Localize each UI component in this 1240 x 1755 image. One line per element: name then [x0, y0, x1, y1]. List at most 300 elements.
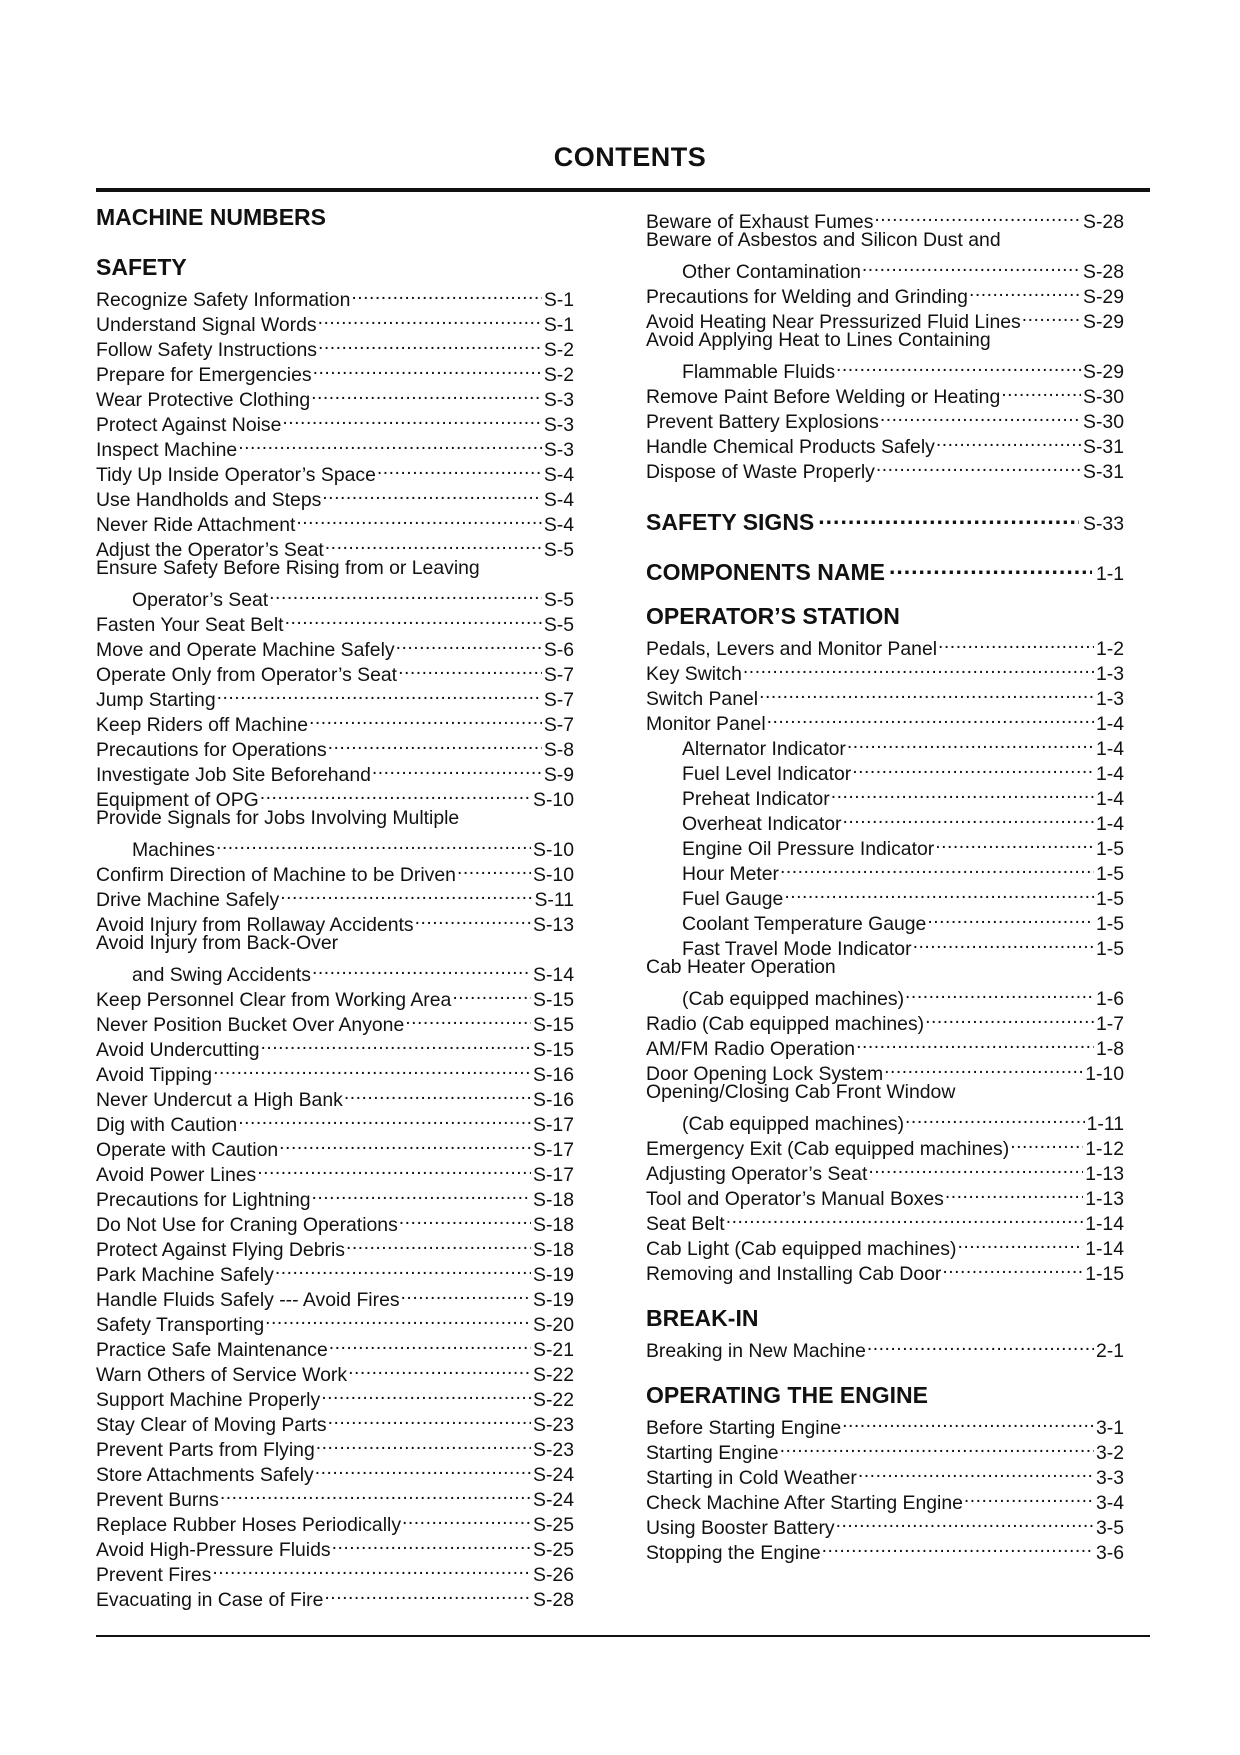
toc-entry-page: S-8 [543, 739, 574, 761]
dot-leader [925, 1005, 1094, 1030]
toc-entry[interactable] [646, 1332, 1124, 1362]
toc-entry-page: 1-7 [1095, 1013, 1124, 1035]
dot-leader [822, 1534, 1094, 1559]
dot-leader [945, 1180, 1083, 1205]
dot-leader [316, 1431, 531, 1456]
toc-entry-page: S-3 [543, 439, 574, 461]
toc-entry-page: 1-13 [1085, 1163, 1124, 1185]
toc-entry-title: Using Booster Battery [646, 1517, 835, 1539]
toc-entry-title: Removing and Installing Cab Door [646, 1263, 942, 1285]
toc-entry-title: Beware of Exhaust Fumes [646, 211, 874, 233]
toc-entry-title: Fasten Your Seat Belt [96, 614, 284, 636]
dot-leader [842, 1409, 1094, 1434]
toc-entry-title: Breaking in New Machine [646, 1340, 866, 1362]
toc-entry-title-line[interactable]: Ensure Safety Before Rising from or Leaving [96, 557, 480, 579]
toc-entry-title: Starting Engine [646, 1442, 779, 1464]
dot-leader [743, 655, 1094, 680]
toc-entry-title: Warn Others of Service Work [96, 1364, 348, 1386]
toc-entry-page: S-10 [533, 839, 574, 861]
heading-operating-the-engine: OPERATING THE ENGINE [646, 1382, 928, 1408]
dot-leader [346, 1231, 531, 1256]
toc-entry-page: S-11 [534, 889, 574, 911]
heading-operators-station: OPERATOR’S STATION [646, 603, 900, 629]
toc-entry-page: 1-15 [1085, 1263, 1124, 1285]
dot-leader [296, 506, 541, 531]
dot-leader [318, 331, 542, 356]
toc-entry-page: S-25 [533, 1539, 574, 1561]
dot-leader [867, 1332, 1094, 1357]
dot-leader [280, 881, 532, 906]
toc-entry-page: 1-4 [1095, 788, 1124, 810]
toc-entry-page: 2-1 [1095, 1340, 1124, 1362]
toc-entry-page: 1-5 [1095, 938, 1124, 960]
toc-entry-page: S-5 [543, 539, 574, 561]
dot-leader [318, 306, 542, 331]
dot-leader [780, 1434, 1094, 1459]
toc-entry[interactable] [96, 581, 574, 611]
toc-entry-page: 3-4 [1095, 1492, 1124, 1514]
toc-entry-title: Switch Panel [646, 688, 759, 710]
toc-entry-page: S-6 [543, 639, 574, 661]
toc-entry-title: Inspect Machine [96, 439, 238, 461]
toc-entry-title: Cab Light (Cab equipped machines) [646, 1238, 957, 1260]
toc-entry-page: 1-5 [1095, 863, 1124, 885]
dot-leader [847, 730, 1094, 755]
dot-leader [942, 1255, 1083, 1280]
toc-entry-page: S-10 [533, 864, 574, 886]
toc-entry-page: 1-4 [1095, 713, 1124, 735]
dot-leader [402, 1506, 531, 1531]
dot-leader [265, 1306, 531, 1331]
toc-entry-title-line[interactable]: Avoid Applying Heat to Lines Containing [646, 329, 991, 351]
dot-leader [935, 830, 1094, 855]
toc-entry-title: Confirm Direction of Machine to be Driven [96, 864, 456, 886]
dot-leader [257, 1156, 531, 1181]
toc-entry-page: 1-4 [1095, 813, 1124, 835]
dot-leader [396, 631, 542, 656]
dot-leader [1010, 1130, 1083, 1155]
toc-entry-page: 1-10 [1085, 1063, 1124, 1085]
toc-entry-page: S-15 [533, 1039, 574, 1061]
toc-entry-page: 3-3 [1095, 1467, 1124, 1489]
toc-entry-title: Dig with Caution [96, 1114, 238, 1136]
toc-entry-page: S-18 [533, 1214, 574, 1236]
toc-entry-page: S-31 [1083, 461, 1124, 483]
toc-entry-page: S-24 [533, 1489, 574, 1511]
toc-entry-title: Operate Only from Operator’s Seat [96, 664, 398, 686]
toc-entry-page: S-30 [1083, 411, 1124, 433]
toc-entry-page: S-5 [543, 589, 574, 611]
dot-leader [269, 581, 542, 606]
toc-entry-title: Drive Machine Safely [96, 889, 280, 911]
toc-entry-title: Support Machine Properly [96, 1389, 321, 1411]
toc-entry-title: Stopping the Engine [646, 1542, 821, 1564]
dot-leader [836, 353, 1081, 378]
toc-entry-page: 1-11 [1086, 1113, 1124, 1135]
page-title: CONTENTS [553, 142, 707, 172]
toc-entry-page: 1-5 [1095, 888, 1124, 910]
toc-entry-title: Seat Belt [646, 1213, 725, 1235]
toc-entry-title: Equipment of OPG [96, 789, 259, 811]
toc-entry[interactable] [646, 980, 1124, 1010]
toc-entry-title: (Cab equipped machines) [682, 988, 905, 1010]
dot-leader [862, 253, 1081, 278]
dot-leader [905, 980, 1094, 1005]
toc-entry-title: Hour Meter [682, 863, 779, 885]
toc-entry-page: S-1 [543, 314, 574, 336]
toc-entry-title: Never Position Bucket Over Anyone [96, 1014, 405, 1036]
toc-entry-page: S-19 [533, 1264, 574, 1286]
dot-leader [311, 381, 542, 406]
dot-leader [884, 1055, 1083, 1080]
toc-entry-page: S-14 [533, 964, 574, 986]
toc-entry[interactable] [646, 1105, 1124, 1135]
dot-leader [372, 756, 542, 781]
toc-entry-page: S-1 [543, 289, 574, 311]
dot-leader [325, 531, 542, 556]
toc-entry-page: S-7 [543, 714, 574, 736]
toc-entry-page: S-5 [543, 614, 574, 636]
toc-entry-page: 1-14 [1085, 1213, 1124, 1235]
dot-leader [957, 1230, 1083, 1255]
dot-leader [309, 706, 542, 731]
dot-leader [377, 456, 542, 481]
toc-entry-page: S-3 [543, 414, 574, 436]
toc-entry[interactable] [96, 956, 574, 986]
toc-entry-page: 1-13 [1085, 1188, 1124, 1210]
toc-entry-title: Adjusting Operator’s Seat [646, 1163, 868, 1185]
dot-leader [726, 1205, 1083, 1230]
left-column [96, 203, 574, 1611]
toc-entry-title: Avoid Undercutting [96, 1039, 260, 1061]
toc-entry-title: Avoid Injury from Rollaway Accidents [96, 914, 414, 936]
toc-entry-page: S-7 [543, 664, 574, 686]
toc-entry-title: Tool and Operator’s Manual Boxes [646, 1188, 944, 1210]
toc-entry-title: Recognize Safety Information [96, 289, 351, 311]
toc-entry-page: S-19 [533, 1289, 574, 1311]
toc-entry-title: Stay Clear of Moving Parts [96, 1414, 327, 1436]
toc-entry[interactable] [646, 630, 1124, 660]
toc-entry-title: Prevent Fires [96, 1564, 212, 1586]
toc-entry-title: Coolant Temperature Gauge [682, 913, 927, 935]
toc-entry[interactable] [646, 1409, 1124, 1439]
dot-leader [927, 905, 1094, 930]
toc-entry-title: Avoid Power Lines [96, 1164, 257, 1186]
right-column [646, 203, 1124, 1564]
toc-entry-title: Overheat Indicator [682, 813, 842, 835]
toc-entry-title: Never Undercut a High Bank [96, 1089, 343, 1111]
toc-entry-page: S-23 [533, 1439, 574, 1461]
toc-entry-title: Keep Riders off Machine [96, 714, 308, 736]
toc-entry-page: 3-1 [1095, 1417, 1124, 1439]
dot-leader [780, 855, 1094, 880]
toc-entry-title: Avoid High-Pressure Fluids [96, 1539, 331, 1561]
dot-leader [876, 453, 1081, 478]
toc-entry-title: Machines [132, 839, 215, 861]
dot-leader [312, 956, 531, 981]
toc-entry-page: S-4 [543, 464, 574, 486]
toc-entry-title: Starting in Cold Weather [646, 1467, 857, 1489]
toc-entry[interactable] [646, 353, 1124, 383]
toc-entry[interactable] [96, 281, 574, 311]
toc-entry-title: Before Starting Engine [646, 1417, 842, 1439]
dot-leader [836, 1509, 1094, 1534]
toc-entry-title: COMPONENTS NAME [646, 559, 885, 585]
toc-entry-title: Keep Personnel Clear from Working Area [96, 989, 452, 1011]
dot-leader [852, 755, 1094, 780]
toc-entry-title: Radio (Cab equipped machines) [646, 1013, 925, 1035]
toc-entry-title: Safety Transporting [96, 1314, 265, 1336]
dot-leader [1001, 378, 1081, 403]
toc-entry-page: S-29 [1083, 286, 1124, 308]
toc-entry-title: and Swing Accidents [132, 964, 311, 986]
dot-leader [399, 1206, 531, 1231]
toc-entry-title: Key Switch [646, 663, 742, 685]
toc-entry-title: Handle Chemical Products Safely [646, 436, 935, 458]
dot-leader [282, 406, 541, 431]
dot-leader [936, 428, 1081, 453]
dot-leader [415, 906, 531, 931]
toc-entry[interactable] [96, 831, 574, 861]
dot-leader [216, 831, 531, 856]
dot-leader [964, 1484, 1094, 1509]
toc-entry-page: 1-4 [1095, 763, 1124, 785]
toc-entry-title: Remove Paint Before Welding or Heating [646, 386, 1001, 408]
toc-entry-page: 1-1 [1095, 563, 1124, 585]
toc-entry-page: S-18 [533, 1239, 574, 1261]
toc-entry-title: Other Contamination [682, 261, 861, 283]
dot-leader [329, 1331, 531, 1356]
safety-continued-list [646, 203, 1124, 483]
toc-entry-page: 1-12 [1085, 1138, 1124, 1160]
toc-entry-title: Operate with Caution [96, 1139, 279, 1161]
toc-entry-title-line[interactable]: Cab Heater Operation [646, 956, 836, 978]
toc-entry-page: S-29 [1083, 311, 1124, 333]
dot-leader [351, 281, 541, 306]
dot-leader [220, 1481, 531, 1506]
operating-engine-list [646, 1409, 1124, 1564]
toc-entry-title-line[interactable]: Beware of Asbestos and Silicon Dust and [646, 229, 1001, 251]
toc-entry-title: Store Attachments Safely [96, 1464, 314, 1486]
toc-entry-title: Prevent Burns [96, 1489, 219, 1511]
toc-entry-title: Evacuating in Case of Fire [96, 1589, 324, 1611]
heading-break-in: BREAK-IN [646, 1305, 759, 1331]
toc-entry-page: S-17 [533, 1114, 574, 1136]
toc-entry-title: Move and Operate Machine Safely [96, 639, 395, 661]
safety-entry-list [96, 281, 574, 1611]
dot-leader [275, 1256, 531, 1281]
toc-entry-title: Fuel Gauge [682, 888, 784, 910]
toc-entry-page: S-4 [543, 489, 574, 511]
dot-leader [759, 680, 1094, 705]
toc-entry-title: Flammable Fluids [682, 361, 836, 383]
toc-entry-title: Preheat Indicator [682, 788, 830, 810]
dot-leader [880, 403, 1081, 428]
toc-entry-title: Emergency Exit (Cab equipped machines) [646, 1138, 1010, 1160]
toc-entry-title: Check Machine After Starting Engine [646, 1492, 963, 1514]
toc-entry-title: AM/FM Radio Operation [646, 1038, 856, 1060]
toc-entry-title: Protect Against Noise [96, 414, 282, 436]
toc-entry-page: S-16 [533, 1089, 574, 1111]
dot-leader [885, 552, 1092, 580]
toc-entry-page: S-16 [533, 1064, 574, 1086]
toc-entry-page: S-23 [533, 1414, 574, 1436]
top-rule [96, 188, 1150, 192]
toc-entry-title: Park Machine Safely [96, 1264, 274, 1286]
dot-leader [312, 1181, 532, 1206]
dot-leader [321, 1381, 531, 1406]
dot-leader [213, 1056, 531, 1081]
toc-entry-page: S-17 [533, 1164, 574, 1186]
toc-entry-title: Precautions for Operations [96, 739, 327, 761]
toc-entry-title-line[interactable]: Opening/Closing Cab Front Window [646, 1081, 956, 1103]
toc-entry-page: S-3 [543, 389, 574, 411]
toc-entry-title: Avoid Tipping [96, 1064, 213, 1086]
toc-entry-title: SAFETY SIGNS [646, 509, 815, 535]
toc-entry-title: Practice Safe Maintenance [96, 1339, 328, 1361]
dot-leader [831, 780, 1094, 805]
toc-entry-page: 1-5 [1095, 838, 1124, 860]
toc-entry-page: 1-14 [1085, 1238, 1124, 1260]
toc-entry-title-line[interactable]: Avoid Injury from Back-Over [96, 932, 339, 954]
toc-entry-title: Precautions for Welding and Grinding [646, 286, 968, 308]
dot-leader [328, 731, 542, 756]
toc-entry-page: S-17 [533, 1139, 574, 1161]
toc-entry-page: S-28 [1083, 261, 1124, 283]
toc-entry-page: 1-5 [1095, 913, 1124, 935]
dot-leader [868, 1155, 1083, 1180]
toc-entry-page: S-24 [533, 1464, 574, 1486]
dot-leader [874, 203, 1081, 228]
dot-leader [313, 356, 542, 381]
toc-entry-title: Engine Oil Pressure Indicator [682, 838, 935, 860]
toc-entry-page: 3-2 [1095, 1442, 1124, 1464]
toc-entry-page: S-15 [533, 989, 574, 1011]
dot-leader [398, 656, 542, 681]
toc-entry-title: (Cab equipped machines) [682, 1113, 905, 1135]
dot-leader [217, 681, 542, 706]
toc-entry-title: Handle Fluids Safely --- Avoid Fires [96, 1289, 400, 1311]
dot-leader [858, 1459, 1094, 1484]
toc-entry-title: Prepare for Emergencies [96, 364, 312, 386]
heading-safety: SAFETY [96, 254, 187, 280]
toc-entry-page: S-18 [533, 1189, 574, 1211]
dot-leader [324, 1581, 531, 1606]
toc-entry-page: 1-6 [1095, 988, 1124, 1010]
toc-entry-page: S-9 [543, 764, 574, 786]
toc-entry-title: Pedals, Levers and Monitor Panel [646, 638, 938, 660]
toc-entry-page: 1-3 [1095, 663, 1124, 685]
toc-entry-page: S-2 [543, 364, 574, 386]
toc-entry-title: Avoid Heating Near Pressurized Fluid Lines [646, 311, 1021, 333]
dot-leader [344, 1081, 531, 1106]
heading-machine-numbers: MACHINE NUMBERS [96, 204, 326, 230]
toc-entry-title: Operator’s Seat [132, 589, 269, 611]
dot-leader [405, 1006, 531, 1031]
toc-entry-title: Dispose of Waste Properly [646, 461, 875, 483]
toc-entry-page: 1-8 [1095, 1038, 1124, 1060]
toc-entry-title: Jump Starting [96, 689, 216, 711]
toc-entry-title: Tidy Up Inside Operator’s Space [96, 464, 376, 486]
dot-leader [1022, 303, 1081, 328]
toc-entry-page: 1-3 [1095, 688, 1124, 710]
dot-leader [260, 781, 531, 806]
toc-entry-page: 1-2 [1095, 638, 1124, 660]
toc-entry-components-name[interactable] [646, 552, 1124, 585]
toc-entry-page: S-26 [533, 1564, 574, 1586]
dot-leader [315, 1456, 531, 1481]
toc-entry-page: S-22 [533, 1364, 574, 1386]
toc-entry-title: Fast Travel Mode Indicator [682, 938, 912, 960]
toc-entry-title: Alternator Indicator [682, 738, 846, 760]
toc-entry-page: S-25 [533, 1514, 574, 1536]
toc-entry-title: Monitor Panel [646, 713, 766, 735]
dot-leader [212, 1556, 531, 1581]
toc-entry-page: S-4 [543, 514, 574, 536]
toc-entry-title: Use Handholds and Steps [96, 489, 322, 511]
toc-entry-title: Protect Against Flying Debris [96, 1239, 345, 1261]
dot-leader [843, 805, 1094, 830]
dot-leader [332, 1531, 531, 1556]
toc-entry-page: S-21 [533, 1339, 574, 1361]
toc-entry-page: S-29 [1083, 361, 1124, 383]
toc-entry-page: S-33 [1083, 513, 1124, 535]
toc-entry-title: Door Opening Lock System [646, 1063, 884, 1085]
toc-entry-title: Never Ride Attachment [96, 514, 296, 536]
toc-entry-title: Understand Signal Words [96, 314, 317, 336]
dot-leader [285, 606, 542, 631]
dot-leader [401, 1281, 531, 1306]
toc-entry[interactable] [646, 203, 1124, 233]
toc-entry-page: S-22 [533, 1389, 574, 1411]
dot-leader [938, 630, 1094, 655]
toc-entry-title-line[interactable]: Provide Signals for Jobs Involving Multiple [96, 807, 460, 829]
dot-leader [784, 880, 1094, 905]
toc-entry-page: S-20 [533, 1314, 574, 1336]
toc-entry-page: S-15 [533, 1014, 574, 1036]
toc-entry-title: Adjust the Operator’s Seat [96, 539, 324, 561]
toc-entry-safety-signs[interactable] [646, 502, 1124, 535]
toc-entry-title: Precautions for Lightning [96, 1189, 311, 1211]
dot-leader [261, 1031, 532, 1056]
dot-leader [969, 278, 1081, 303]
toc-entry-page: S-2 [543, 339, 574, 361]
toc-entry-page: 3-5 [1095, 1517, 1124, 1539]
toc-entry-page: 3-6 [1095, 1542, 1124, 1564]
dot-leader [814, 502, 1079, 530]
toc-entry-page: S-28 [1083, 211, 1124, 233]
dot-leader [767, 705, 1094, 730]
dot-leader [856, 1030, 1094, 1055]
operators-station-list [646, 630, 1124, 1285]
bottom-rule [96, 1635, 1150, 1637]
toc-entry-title: Fuel Level Indicator [682, 763, 852, 785]
dot-leader [905, 1105, 1085, 1130]
dot-leader [452, 981, 531, 1006]
toc-entry-page: S-13 [533, 914, 574, 936]
toc-entry[interactable] [646, 253, 1124, 283]
toc-entry-page: S-7 [543, 689, 574, 711]
dot-leader [279, 1131, 531, 1156]
toc-entry-page: 1-4 [1095, 738, 1124, 760]
toc-entry-title: Do Not Use for Craning Operations [96, 1214, 398, 1236]
dot-leader [913, 930, 1094, 955]
dot-leader [348, 1356, 531, 1381]
dot-leader [328, 1406, 531, 1431]
dot-leader [238, 431, 542, 456]
toc-entry-title: Prevent Parts from Flying [96, 1439, 315, 1461]
dot-leader [322, 481, 542, 506]
